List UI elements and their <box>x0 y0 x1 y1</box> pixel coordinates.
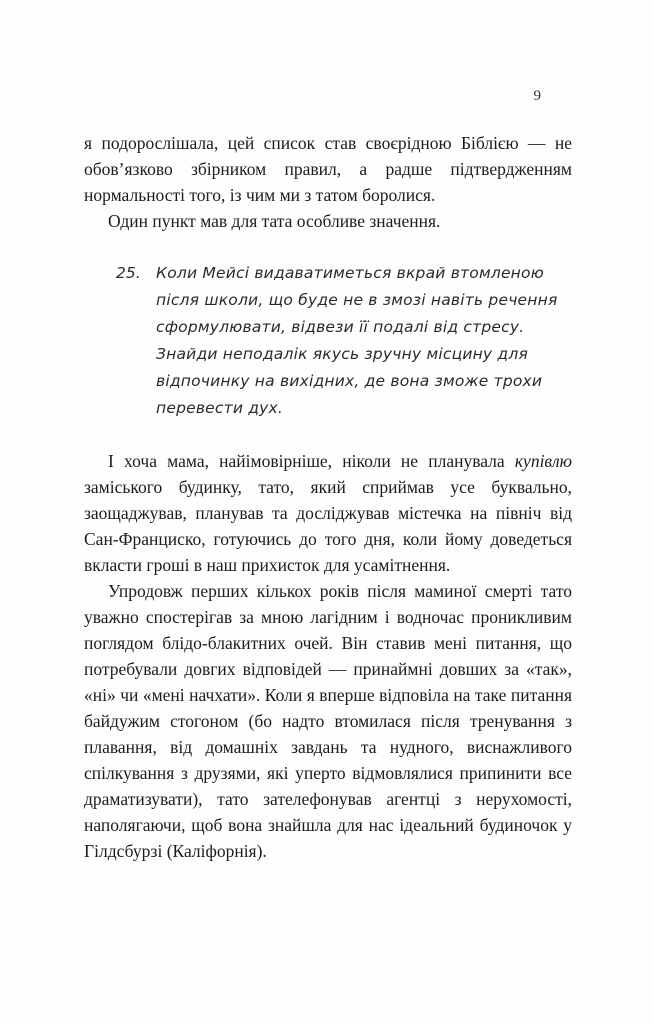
paragraph-house-plans-end: заміського будинку, тато, який сприймав усе буквально, заощаджував, планував та досліджував містечка на північ від Сан-Франциско, готуючись до того дня, коли йому доведеться вкласти гроші в наш прихисток для усамітнення. <box>84 477 572 575</box>
page-number: 9 <box>533 88 541 104</box>
list-item-number: 25. <box>116 264 141 282</box>
paragraph-after-mothers-death: Упродовж перших кількох років після маминої смерті тато уважно спостерігав за мною лагідним і водночас проникливим поглядом блідо-блакитних очей. Він ставив мені питання, що потребували довгих відповідей — принаймні довших за «так», «ні» чи «мені начхати». Коли я вперше відповіла на таке питання байдужим стогоном (бо надто втомилася після тренування з плавання, від домашніх завдань та нудного, виснажливого спілкування з друзями, які уперто відмовлялися припинити все драматизувати), тато зателефонував агентці з нерухомості, наполягаючи, щоб вона знайшла для нас ідеальний будиночок у Гілдсбурзі (Каліфорнія). <box>84 581 572 861</box>
paragraph-continuation: я подорослішала, цей список став своєрідною Біблією — не обов’язково збірником правил, а радше підтвердженням нормальності того, із чим ми з татом боролися. <box>84 133 572 205</box>
paragraph-intro-to-list: Один пункт мав для тата особливе значення. <box>108 211 441 231</box>
list-item-text: Коли Мейсі видаватиметься вкрай втомленою після школи, що буде не в змозі навіть речення сформулювати, відвези її подалі від стресу. Знайди неподалік якусь зручну місцину для відпочинку на вихідних, де вона зможе трохи перевести дух. <box>156 264 558 417</box>
handwritten-list-item <box>116 260 568 422</box>
paragraph-house-plans <box>84 448 572 578</box>
paragraph-house-plans-start: І хоча мама, найімовірніше, ніколи не планувала <box>108 451 515 471</box>
text-block <box>84 130 572 864</box>
paragraph-house-plans-emphasis: купівлю <box>514 451 572 471</box>
